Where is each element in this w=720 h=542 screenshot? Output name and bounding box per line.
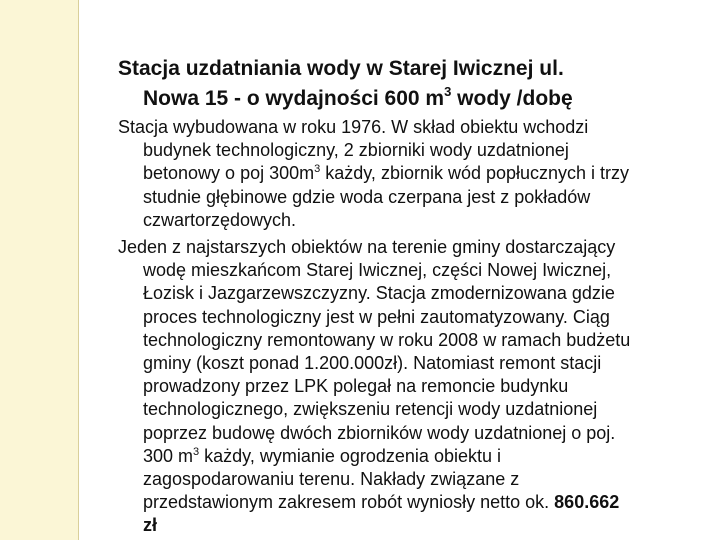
text-span: każdy, zbiornik wód popłucznych i trzy — [320, 163, 630, 184]
text-span: betonowy o poj 300m — [143, 163, 315, 184]
text-line: poprzez budowę dwóch zbiorników wody uzdatnionej o poj. — [143, 422, 616, 443]
text-span: 300 m — [143, 445, 194, 466]
title-text: wody /dobę — [451, 87, 573, 110]
currency-label: zł — [143, 515, 158, 536]
text-line: Stacja wybudowana w roku 1976. W skład obiektu wchodzi — [118, 117, 589, 137]
paragraph-1 — [118, 116, 708, 232]
text-line: technologiczny remontowany w roku 2008 w ramach budżetu — [143, 329, 631, 350]
text-line: studnie głębinowe gdzie woda czerpana jest z pokładów — [143, 186, 591, 207]
text-line: gminy (koszt ponad 1.200.000zł). Natomiast remont stacji — [143, 353, 602, 374]
text-line: zagospodarowaniu terenu. Nakłady związane z — [143, 469, 520, 490]
text-span: każdy, wymianie ogrodzenia obiektu i — [199, 445, 501, 466]
superscript: 3 — [314, 163, 321, 176]
slide-title — [118, 54, 698, 114]
text-span: przedstawionym zakresem robót wyniosły netto ok. — [143, 492, 555, 513]
title-text: Nowa 15 - o wydajności 600 m — [143, 87, 445, 110]
title-line-2 — [118, 84, 698, 114]
text-line: technologicznego, zwiększeniu retencji wody uzdatnionej — [143, 399, 598, 420]
text-line: czwartorzędowych. — [143, 209, 297, 230]
superscript: 3 — [193, 445, 200, 458]
decorative-sidebar — [0, 0, 79, 540]
paragraph-2 — [118, 236, 708, 538]
text-line: Jeden z najstarszych obiektów na terenie gminy dostarczający — [118, 237, 616, 258]
text-line: prowadzony przez LPK polegał na remoncie budynku — [143, 376, 569, 397]
text-line: budynek technologiczny, 2 zbiorniki wody uzdatnionej — [143, 140, 569, 161]
text-line: Łozisk i Jazgarzewszczyzny. Stacja zmodernizowana gdzie — [143, 283, 615, 304]
text-line: wodę mieszkańcom Starej Iwicznej, części Nowej Iwicznej, — [143, 260, 612, 281]
text-line — [118, 445, 708, 468]
title-line-1: Stacja uzdatniania wody w Starej Iwicznej ul. — [118, 57, 564, 80]
text-line — [118, 162, 708, 185]
text-line: proces technologiczny jest w pełni zautomatyzowany. Ciąg — [143, 306, 610, 327]
text-line — [118, 491, 708, 514]
superscript: 3 — [444, 84, 452, 99]
slide-content — [118, 116, 708, 542]
cost-amount: 860.662 — [554, 492, 620, 513]
